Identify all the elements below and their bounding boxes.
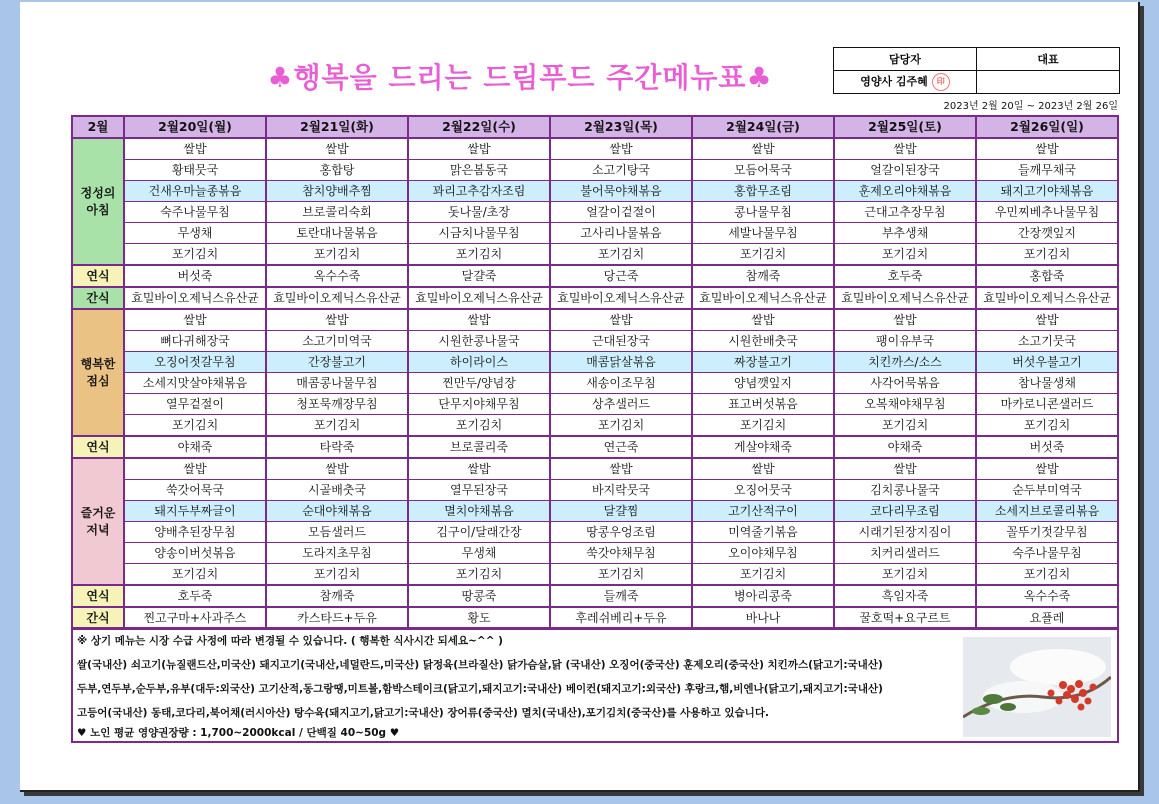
menu-item: 포기김치 [266, 564, 408, 586]
snack-item: 버섯죽 [124, 265, 266, 287]
menu-item: 바지락뭇국 [550, 480, 692, 501]
dinner-row [72, 480, 1118, 501]
menu-item: 도라지초무침 [266, 543, 408, 564]
menu-item: 포기김치 [976, 415, 1118, 437]
snack-item: 홍합죽 [976, 265, 1118, 287]
menu-item: 포기김치 [976, 244, 1118, 266]
menu-item: 쌀밥 [834, 458, 976, 480]
menu-item: 포기김치 [266, 244, 408, 266]
menu-item: 근대고추장무침 [834, 202, 976, 223]
menu-item: 소세지맛살야채볶음 [124, 373, 266, 394]
menu-item: 포기김치 [692, 415, 834, 437]
menu-item: 열무겉절이 [124, 394, 266, 415]
snack-item: 카스타드+두유 [266, 607, 408, 629]
day-header: 2월20일(월) [124, 116, 266, 138]
approval-header-manager: 담당자 [834, 48, 977, 71]
menu-item: 멸치야채볶음 [408, 501, 550, 522]
menu-item: 간장불고기 [266, 352, 408, 373]
menu-item: 양념깻잎지 [692, 373, 834, 394]
menu-item: 모듬샐러드 [266, 522, 408, 543]
day-header: 2월23일(목) [550, 116, 692, 138]
menu-item: 새송이조무침 [550, 373, 692, 394]
menu-item: 브로콜리숙회 [266, 202, 408, 223]
dinner-label: 즐거운 저녁 [72, 458, 124, 585]
snack-item: 효밀바이오제닉스유산균 [976, 287, 1118, 309]
menu-item: 콩나물무침 [692, 202, 834, 223]
menu-item: 불어묵야채볶음 [550, 181, 692, 202]
menu-item: 부추생채 [834, 223, 976, 244]
menu-item: 포기김치 [550, 244, 692, 266]
snack-item: 땅콩죽 [408, 585, 550, 607]
breakfast-row [72, 181, 1118, 202]
lunch-row [72, 309, 1118, 331]
menu-item: 소고기뭇국 [976, 331, 1118, 352]
snack-item: 효밀바이오제닉스유산균 [692, 287, 834, 309]
menu-item: 오이야채무침 [692, 543, 834, 564]
menu-item: 소세지브로콜리볶음 [976, 501, 1118, 522]
page-title: ♣행복을 드리는 드림푸드 주간메뉴표♣ [267, 61, 773, 94]
menu-item: 쌀밥 [124, 309, 266, 331]
berries-image [963, 637, 1111, 737]
menu-item: 순대야채볶음 [266, 501, 408, 522]
menu-item: 얼갈이겉절이 [550, 202, 692, 223]
menu-item: 쌀밥 [692, 138, 834, 160]
menu-item: 숙주나물무침 [976, 543, 1118, 564]
menu-item: 포기김치 [124, 244, 266, 266]
menu-item: 쌀밥 [692, 458, 834, 480]
menu-item: 간장깻잎지 [976, 223, 1118, 244]
menu-item: 얼갈이된장국 [834, 160, 976, 181]
menu-item: 땅콩우엉조림 [550, 522, 692, 543]
menu-item: 시금치나물무침 [408, 223, 550, 244]
menu-item: 쌀밥 [408, 458, 550, 480]
menu-item: 오복채야채무침 [834, 394, 976, 415]
dinner-row [72, 501, 1118, 522]
menu-item: 홍합무조림 [692, 181, 834, 202]
snack-item: 당근죽 [550, 265, 692, 287]
day-header: 2월24일(금) [692, 116, 834, 138]
menu-item: 표고버섯볶음 [692, 394, 834, 415]
menu-item: 양배추된장무침 [124, 522, 266, 543]
menu-item: 소고기탕국 [550, 160, 692, 181]
menu-item: 참나물생채 [976, 373, 1118, 394]
menu-item: 포기김치 [408, 244, 550, 266]
note-line: 고등어(국내산) 동태,코다리,북어채(러시아산) 탕수육(돼지고기,닭고기:국내산) 장어류(중국산) 멸치(국내산),포기김치(중국산)를 사용하고 있습니다. [77, 707, 769, 719]
snack4-row [72, 585, 1118, 607]
menu-item: 포기김치 [124, 564, 266, 586]
menu-item: 세발나물무침 [692, 223, 834, 244]
menu-item: 쌀밥 [550, 309, 692, 331]
breakfast-row [72, 244, 1118, 266]
lunch-row [72, 331, 1118, 352]
snack-item: 들깨죽 [550, 585, 692, 607]
snack-item: 버섯죽 [976, 436, 1118, 458]
menu-item: 양송이버섯볶음 [124, 543, 266, 564]
snack-item: 참깨죽 [692, 265, 834, 287]
menu-item: 숙주나물무침 [124, 202, 266, 223]
menu-item: 소고기미역국 [266, 331, 408, 352]
menu-item: 고사리나물볶음 [550, 223, 692, 244]
snack-item: 꿀호떡+요구르트 [834, 607, 976, 629]
breakfast-row [72, 138, 1118, 160]
menu-item: 근대된장국 [550, 331, 692, 352]
menu-item: 포기김치 [834, 564, 976, 586]
approval-header-ceo: 대표 [977, 48, 1120, 71]
snack-item: 참깨죽 [266, 585, 408, 607]
menu-item: 매콤콩나물무침 [266, 373, 408, 394]
snack1-label: 연식 [72, 265, 124, 287]
menu-item: 매콤닭살볶음 [550, 352, 692, 373]
menu-item: 사각어묵볶음 [834, 373, 976, 394]
menu-item: 하이라이스 [408, 352, 550, 373]
snack-item: 효밀바이오제닉스유산균 [124, 287, 266, 309]
breakfast-row [72, 160, 1118, 181]
notes-box [71, 627, 1119, 743]
menu-item: 열무된장국 [408, 480, 550, 501]
snack-item: 후레쉬베리+두유 [550, 607, 692, 629]
menu-item: 포기김치 [834, 244, 976, 266]
menu-item: 버섯우불고기 [976, 352, 1118, 373]
menu-item: 돼지두부짜글이 [124, 501, 266, 522]
menu-item: 홍합탕 [266, 160, 408, 181]
menu-item: 포기김치 [834, 415, 976, 437]
menu-item: 포기김치 [692, 244, 834, 266]
menu-item: 포기김치 [266, 415, 408, 437]
snack-item: 옥수수죽 [266, 265, 408, 287]
lunch-row [72, 352, 1118, 373]
menu-item: 코다리무조림 [834, 501, 976, 522]
lunch-row [72, 394, 1118, 415]
menu-item: 쌀밥 [266, 138, 408, 160]
menu-item: 돗나물/초장 [408, 202, 550, 223]
menu-item: 단무지야채무침 [408, 394, 550, 415]
snack-item: 타락죽 [266, 436, 408, 458]
note-line: ※ 상기 메뉴는 시장 수급 사정에 따라 변경될 수 있습니다. ( 행복한 식사시간 되세요~^^ ) [77, 635, 503, 647]
menu-item: 무생채 [124, 223, 266, 244]
menu-item: 오징어젓갈무침 [124, 352, 266, 373]
menu-item: 포기김치 [976, 564, 1118, 586]
menu-item: 쌀밥 [550, 458, 692, 480]
menu-item: 꽈리고추감자조림 [408, 181, 550, 202]
menu-item: 김구이/달래간장 [408, 522, 550, 543]
day-header: 2월26일(일) [976, 116, 1118, 138]
weekly-menu-table [71, 115, 1119, 630]
menu-item: 맑은봄동국 [408, 160, 550, 181]
menu-item: 포기김치 [408, 564, 550, 586]
note-line: 두부,연두부,순두부,유부(대두:외국산) 고기산적,동그랑땡,미트볼,함박스테이크(닭고기,돼지고기:국내산) 베이컨(돼지고기:외국산) 후랑크,햄,비엔나(닭고기,돼지고기:국내산) [77, 683, 883, 695]
lunch-label: 행복한 점심 [72, 309, 124, 436]
menu-item: 우민찌베추나물무침 [976, 202, 1118, 223]
date-range: 2023년 2월 20일 ~ 2023년 2월 26일 [943, 101, 1118, 112]
snack-item: 연근죽 [550, 436, 692, 458]
snack-item: 바나나 [692, 607, 834, 629]
menu-item: 찐만두/양념장 [408, 373, 550, 394]
breakfast-row [72, 223, 1118, 244]
snack1-row [72, 265, 1118, 287]
menu-item: 시원한배춧국 [692, 331, 834, 352]
snack-item: 야채죽 [124, 436, 266, 458]
menu-item: 참치양배추찜 [266, 181, 408, 202]
month-label: 2월 [72, 116, 124, 138]
snack-item: 호두죽 [834, 265, 976, 287]
dinner-row [72, 564, 1118, 586]
menu-item: 쑥갓야채무침 [550, 543, 692, 564]
menu-item: 포기김치 [550, 415, 692, 437]
menu-item: 건새우마늘종볶음 [124, 181, 266, 202]
menu-item: 토란대나물볶음 [266, 223, 408, 244]
approval-manager-name [834, 71, 977, 94]
menu-item: 미역줄기볶음 [692, 522, 834, 543]
day-header: 2월25일(토) [834, 116, 976, 138]
snack-item: 효밀바이오제닉스유산균 [408, 287, 550, 309]
menu-item: 꼴뚜기젓갈무침 [976, 522, 1118, 543]
menu-item: 쌀밥 [124, 458, 266, 480]
seal-stamp-icon: 印 [932, 73, 950, 91]
menu-item: 돼지고기야채볶음 [976, 181, 1118, 202]
snack-item: 황도 [408, 607, 550, 629]
snack5-label: 간식 [72, 607, 124, 629]
snack-item: 흑임자죽 [834, 585, 976, 607]
menu-item: 들깨무채국 [976, 160, 1118, 181]
breakfast-row [72, 202, 1118, 223]
menu-item: 청포묵깨장무침 [266, 394, 408, 415]
snack-item: 효밀바이오제닉스유산균 [266, 287, 408, 309]
menu-item: 쌀밥 [266, 458, 408, 480]
menu-item: 쌀밥 [976, 138, 1118, 160]
snack-item: 옥수수죽 [976, 585, 1118, 607]
menu-item: 쌀밥 [692, 309, 834, 331]
menu-item: 포기김치 [692, 564, 834, 586]
snack2-label: 간식 [72, 287, 124, 309]
menu-item: 시골배춧국 [266, 480, 408, 501]
approval-ceo-sign [977, 71, 1120, 94]
menu-header-row [72, 116, 1118, 138]
menu-item: 쌀밥 [124, 138, 266, 160]
menu-item: 포기김치 [550, 564, 692, 586]
dinner-row [72, 522, 1118, 543]
dinner-row [72, 543, 1118, 564]
snack5-row [72, 607, 1118, 629]
note-line: 쌀(국내산) 쇠고기(뉴질랜드산,미국산) 돼지고기(국내산,네덜란드,미국산) 닭정육(브라질산) 닭가슴살,닭 (국내산) 오징어(중국산) 훈제오리(중국산) 치킨까스(닭고기:국내산) [77, 659, 883, 671]
snack3-row [72, 436, 1118, 458]
snack3-label: 연식 [72, 436, 124, 458]
dinner-row [72, 458, 1118, 480]
menu-item: 고기산적구이 [692, 501, 834, 522]
menu-item: 훈제오리야채볶음 [834, 181, 976, 202]
menu-item: 쌀밥 [834, 138, 976, 160]
menu-item: 쌀밥 [976, 309, 1118, 331]
menu-item: 순두부미역국 [976, 480, 1118, 501]
menu-item: 포기김치 [408, 415, 550, 437]
menu-item: 쌀밥 [834, 309, 976, 331]
day-header: 2월22일(수) [408, 116, 550, 138]
menu-body [72, 138, 1118, 629]
menu-item: 치킨까스/소스 [834, 352, 976, 373]
note-line: ♥ 노인 평균 영양권장량 : 1,700~2000kcal / 단백질 40~50g ♥ [77, 727, 400, 739]
snack-item: 효밀바이오제닉스유산균 [834, 287, 976, 309]
menu-item: 달걀찜 [550, 501, 692, 522]
menu-item: 쌀밥 [976, 458, 1118, 480]
manager-name: 영양사 김주혜 [860, 75, 928, 88]
menu-item: 쌀밥 [550, 138, 692, 160]
menu-item: 쑥갓어묵국 [124, 480, 266, 501]
menu-item: 오징어뭇국 [692, 480, 834, 501]
snack-item: 병아리콩죽 [692, 585, 834, 607]
snack-item: 게살야채죽 [692, 436, 834, 458]
menu-item: 마카로니콘샐러드 [976, 394, 1118, 415]
snack-item: 찐고구마+사과주스 [124, 607, 266, 629]
lunch-row [72, 373, 1118, 394]
snack-item: 효밀바이오제닉스유산균 [550, 287, 692, 309]
menu-item: 시원한콩나물국 [408, 331, 550, 352]
menu-item: 포기김치 [124, 415, 266, 437]
snack-item: 달걀죽 [408, 265, 550, 287]
menu-item: 쌀밥 [408, 309, 550, 331]
menu-item: 팽이유부국 [834, 331, 976, 352]
winter-berries-photo [963, 637, 1111, 737]
lunch-row [72, 415, 1118, 437]
snack2-row [72, 287, 1118, 309]
snack-item: 야채죽 [834, 436, 976, 458]
menu-item: 김치콩나물국 [834, 480, 976, 501]
menu-item: 시래기된장지짐이 [834, 522, 976, 543]
menu-item: 황태뭇국 [124, 160, 266, 181]
menu-item: 무생채 [408, 543, 550, 564]
menu-item: 상추샐러드 [550, 394, 692, 415]
menu-item: 쌀밥 [266, 309, 408, 331]
menu-item: 치커리샐러드 [834, 543, 976, 564]
day-header: 2월21일(화) [266, 116, 408, 138]
menu-item: 뼈다귀해장국 [124, 331, 266, 352]
snack4-label: 연식 [72, 585, 124, 607]
snack-item: 호두죽 [124, 585, 266, 607]
snack-item: 요플레 [976, 607, 1118, 629]
menu-item: 쌀밥 [408, 138, 550, 160]
menu-item: 모듬어묵국 [692, 160, 834, 181]
menu-item: 짜장불고기 [692, 352, 834, 373]
snack-item: 브로콜리죽 [408, 436, 550, 458]
breakfast-label: 정성의 아침 [72, 138, 124, 265]
approval-box [833, 47, 1120, 94]
